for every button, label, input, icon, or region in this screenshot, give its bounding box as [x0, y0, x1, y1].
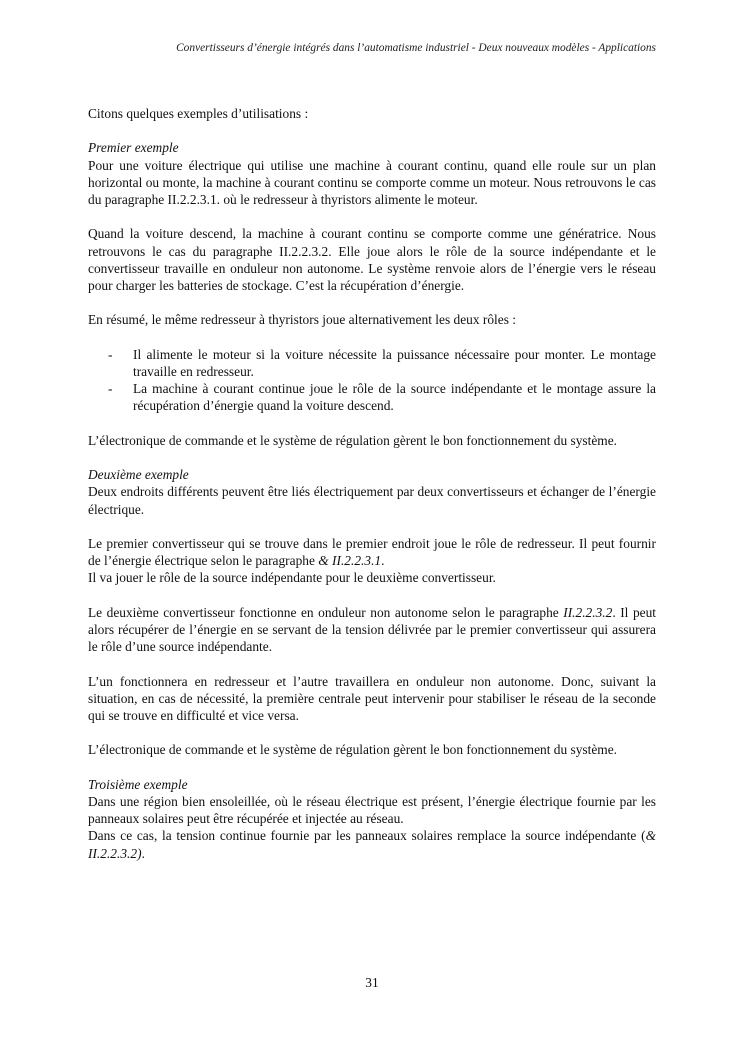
example2-paragraph-3-text: Le deuxième convertisseur fonctionne en onduleur non autonome selon le paragraphe: [88, 604, 559, 620]
list-item: - La machine à courant continue joue le rôle de la source indépendante et le montage assure la récupération d’énergie quand la voiture descend.: [133, 380, 656, 414]
example1-paragraph-3: En résumé, le même redresseur à thyristors joue alternativement les deux rôles :: [88, 312, 516, 328]
example1-heading: Premier exemple: [88, 140, 179, 156]
example2-paragraph-1: Deux endroits différents peuvent être liés électriquement par deux convertisseurs et échanger de l’énergie électrique.: [88, 484, 656, 517]
intro-paragraph: Citons quelques exemples d’utilisations :: [88, 106, 309, 121]
example2-paragraph-2-text: Le premier convertisseur qui se trouve dans le premier endroit joue le rôle de redresseur. Il peut fournir de l’énergie électrique selon le paragraphe: [88, 535, 656, 569]
example1-paragraph-4: L’électronique de commande et le système de régulation gèrent le bon fonctionnement du système.: [88, 432, 618, 448]
list-item: - Il alimente le moteur si la voiture nécessite la puissance nécessaire pour monter. Le montage travaille en redresseur.: [133, 346, 656, 380]
example1-bullet-list: [88, 346, 656, 415]
example2-paragraph-3-rest: . Il peut alors récupérer de l’énergie en se servant de la tension délivrée par le premier convertisseur qui assurera le rôle d’une source indépendante.: [88, 604, 656, 655]
example2-paragraph-5: L’électronique de commande et le système de régulation gèrent le bon fonctionnement du système.: [88, 742, 618, 758]
example2-heading: Deuxième exemple: [88, 467, 189, 483]
running-header: Convertisseurs d’énergie intégrés dans l’automatisme industriel - Deux nouveaux modèles - Applications: [176, 42, 656, 54]
sentence-end: .: [141, 845, 145, 861]
example3-paragraph-1: Dans une région bien ensoleillée, où le réseau électrique est présent, l’énergie électrique fournie par les panneaux solaires peut être récupérée et injectée au réseau.: [88, 793, 656, 827]
paragraph-reference: & II.2.2.3.2): [88, 828, 656, 861]
example1-paragraph-2: Quand la voiture descend, la machine à courant continu se comporte comme une génératrice. Nous retrouvons le cas du paragraphe II.2.2.3.2. Elle joue alors le rôle de la source indépendante et le convertisseur travaille en onduleur non autonome. Le système renvoie alors de l’énergie vers le réseau pour charger les batteries de stockage. C’est la récupération d’énergie.: [88, 226, 656, 293]
sentence-end: .: [381, 553, 385, 569]
example2-paragraph-4: L’un fonctionnera en redresseur et l’autre travaillera en onduleur non autonome. Donc, suivant la situation, en cas de nécessité, la première centrale peut intervenir pour stabiliser le réseau de la seconde qui se trouve en difficulté et vice versa.: [88, 673, 656, 723]
example1-paragraph-1: Pour une voiture électrique qui utilise une machine à courant continu, quand elle roule sur un plan horizontal ou monte, la machine à courant continu se comporte comme un moteur. Nous retrouvons le cas du paragraphe II.2.2.3.1. où le redresseur à thyristors alimente le moteur.: [88, 157, 656, 207]
example3-heading: Troisième exemple: [88, 776, 188, 792]
paragraph-reference: & II.2.2.3.1: [318, 553, 382, 569]
page-body: [88, 105, 656, 879]
example2-paragraph-2-line-2: Il va jouer le rôle de la source indépendante pour le deuxième convertisseur.: [88, 570, 496, 586]
example3-paragraph-2: [88, 827, 656, 861]
example3-paragraph-2-text: Dans ce cas, la tension continue fournie par les panneaux solaires remplace la source indépendante (: [88, 828, 646, 844]
example2-paragraph-3: [88, 604, 656, 656]
paragraph-reference: II.2.2.3.2: [563, 604, 613, 620]
page-number: 31: [365, 975, 379, 990]
example2-paragraph-2: [88, 535, 656, 587]
